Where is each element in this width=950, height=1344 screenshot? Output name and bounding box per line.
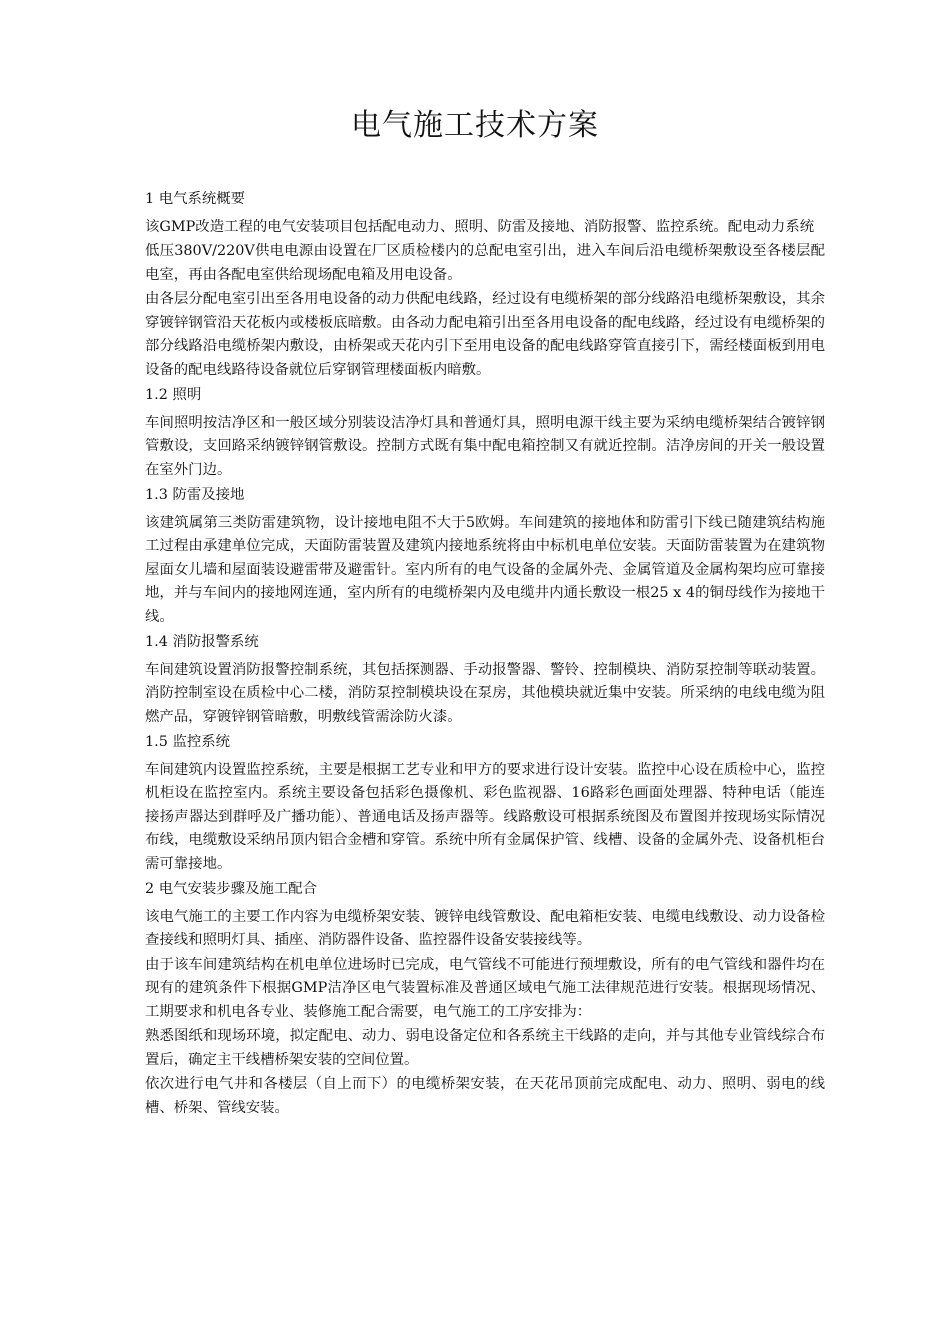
paragraph: 低压380V/220V供电电源由设置在厂区质检楼内的总配电室引出，进入车间后沿电缆桥架敷设至各楼层配电室，再由各配电室供给现场配电箱及用电设备。 [145,243,825,283]
paragraph: 车间建筑设置消防报警控制系统，其包括探测器、手动报警器、警铃、控制模块、消防泵控制等联动装置。消防控制室设在质检中心二楼，消防泵控制模块设在泵房，其他模块就近集中安装。所采纳的电线电缆为阻燃产品，穿镀锌钢管暗敷，明敷线管需涂防火漆。 [145,661,825,725]
paragraph: 车间建筑内设置监控系统，主要是根据工艺专业和甲方的要求进行设计安装。监控中心设在质检中心，监控机柜设在监控室内。系统主要设备包括彩色摄像机、彩色监视器、16路彩色画面处理器、特种电话（能连接扬声器达到群呼及广播功能）、普通电话及扬声器等。线路敷设可根据系统图及布置图并按现场实际情况布线，电缆敷设采纳吊顶内铝合金槽和穿管。系统中所有金属保护管、线槽、设备的金属外壳、设备机柜台需可靠接地。 [145,761,825,872]
section-heading: 1.3 防雷及接地 [145,487,245,503]
paragraph: 由于该车间建筑结构在机电单位进场时已完成，电气管线不可能进行预埋敷设，所有的电气管线和器件均在现有的建筑条件下根据GMP洁净区电气装置标准及普通区域电气施工法律规范进行安装。根据现场情况、工期要求和机电各专业、装修施工配合需要，电气施工的工序安排为： [145,956,825,1020]
section-heading: 1.5 监控系统 [145,734,231,750]
paragraph: 该电气施工的主要工作内容为电缆桥架安装、镀锌电线管敷设、配电箱柜安装、电缆电线敷设、动力设备检查接线和照明灯具、插座、消防器件设备、监控器件设备安装接线等。 [145,908,825,948]
section-heading: 1.2 照明 [145,387,202,403]
paragraph: 由各层分配电室引出至各用电设备的动力供配电线路，经过设有电缆桥架的部分线路沿电缆桥架敷设，其余穿镀锌钢管沿天花板内或楼板底暗敷。由各动力配电箱引出至各用电设备的配电线路，经过设有电缆桥架的部分线路沿电缆桥架内敷设，由桥架或天花内引下至用电设备的配电线路穿管直接引下，需经楼面板到用电设备的配电线路待设备就位后穿钢管理楼面板内暗敷。 [145,291,825,378]
paragraph: 该建筑属第三类防雷建筑物，设计接地电阻不大于5欧姆。车间建筑的接地体和防雷引下线已随建筑结构施工过程由承建单位完成，天面防雷装置及建筑内接地系统将由中标机电单位安装。天面防雷装置为在建筑物屋面女儿墙和屋面装设避雷带及避雷针。室内所有的电气设备的金属外壳、金属管道及金属构架均应可靠接地，并与车间内的接地网连通，室内所有的电缆桥架内及电缆井内通长敷设一根25 x 4的铜母线作为接地干线。 [145,514,825,625]
section-heading: 2 电气安装步骤及施工配合 [145,881,318,897]
document-title: 电气施工技术方案 [351,108,599,143]
document-body [145,186,825,1121]
paragraph: 该GMP改造工程的电气安装项目包括配电动力、照明、防雷及接地、消防报警、监控系统。配电动力系统 [145,218,815,235]
paragraph: 车间照明按洁净区和一般区域分别装设洁净灯具和普通灯具，照明电源干线主要为采纳电缆桥架结合镀锌钢管敷设，支回路采纳镀锌钢管敷设。控制方式既有集中配电箱控制又有就近控制。洁净房间的开关一般设置在室外门边。 [145,414,825,478]
section-heading: 1.4 消防报警系统 [145,634,259,650]
paragraph: 熟悉图纸和现场环境，拟定配电、动力、弱电设备定位和各系统主干线路的走向，并与其他专业管线综合布置后，确定主干线槽桥架安装的空间位置。 [145,1028,825,1068]
paragraph: 依次进行电气井和各楼层（自上而下）的电缆桥架安装，在天花吊顶前完成配电、动力、照明、弱电的线槽、桥架、管线安装。 [145,1076,825,1116]
section-heading: 1 电气系统概要 [145,191,246,207]
